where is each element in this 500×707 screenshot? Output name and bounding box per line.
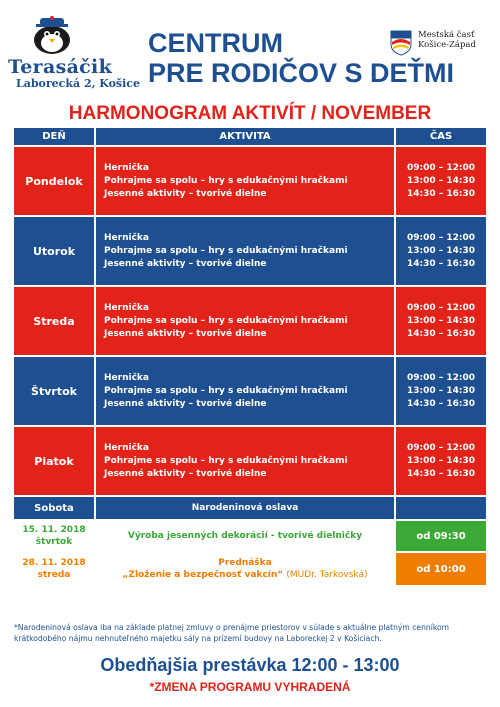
column-header-activity: AKTIVITA [96, 128, 394, 145]
time-cell [396, 497, 486, 519]
district-logo [388, 30, 498, 60]
footnote: *Narodeninová oslava iba na základe platnej zmluvy o prenájme priestorov v súlade s aktuálne platným cenníkom krátkodobého nájmu nehnuteľného majetku sály na prízemí budovy na Laboreckej 2 v Košiciach. [14, 623, 449, 643]
page-title-line2: PRE RODIČOV S DEŤMI [148, 58, 455, 88]
activity-cell: Hernička Pohrajme sa spolu – hry s edukačnými hračkami Jesenné aktivity – tvorivé dielne [104, 442, 348, 479]
table-row [14, 217, 486, 285]
event-date-cell: 15. 11. 2018 štvrtok [14, 521, 94, 551]
schedule-subtitle: HARMONOGRAM AKTIVÍT / NOVEMBER [68, 103, 432, 124]
activity-cell: Hernička Pohrajme sa spolu – hry s edukačnými hračkami Jesenné aktivity – tvorivé dielne [104, 372, 348, 409]
event-time-cell: od 10:00 [396, 553, 486, 585]
penguin-icon [22, 14, 82, 54]
table-row-saturday [14, 497, 486, 519]
table-row [14, 357, 486, 425]
day-cell: Streda [33, 314, 75, 328]
logo-address: Laborecká 2, Košice [16, 77, 140, 90]
table-row-event [14, 553, 486, 585]
day-cell: Štvrtok [31, 384, 77, 398]
program-change-note: *ZMENA PROGRAMU VYHRADENÁ [149, 680, 351, 694]
table-row-event [14, 521, 486, 551]
table-row [14, 287, 486, 355]
terasacik-logo [8, 22, 140, 104]
activity-cell: Narodeninová oslava [191, 503, 299, 513]
table-row [14, 427, 486, 495]
day-cell: Sobota [34, 502, 74, 514]
activity-cell: Hernička Pohrajme sa spolu – hry s edukačnými hračkami Jesenné aktivity – tvorivé dielne [104, 302, 348, 339]
event-date-cell: 28. 11. 2018 streda [14, 553, 94, 585]
day-cell: Utorok [32, 244, 76, 258]
event-activity-cell: Prednáška „Zloženie a bezpečnosť vakcín“ (MUDr. Tarkovská) [96, 553, 394, 585]
district-name: Mestská časť Košice-Západ [418, 30, 476, 50]
time-cell: 09:00 – 12:00 13:00 – 14:30 14:30 – 16:30 [406, 232, 476, 269]
time-cell: 09:00 – 12:00 13:00 – 14:30 14:30 – 16:30 [406, 442, 476, 479]
table-row [14, 147, 486, 215]
coat-of-arms-icon [390, 30, 412, 56]
header [0, 0, 500, 92]
table-header-row [14, 128, 486, 145]
activity-cell: Hernička Pohrajme sa spolu – hry s edukačnými hračkami Jesenné aktivity – tvorivé dielne [104, 232, 348, 269]
time-cell: 09:00 – 12:00 13:00 – 14:30 14:30 – 16:30 [406, 162, 476, 199]
schedule-table [12, 126, 488, 587]
column-header-day: DEŇ [14, 128, 94, 145]
activity-cell: Hernička Pohrajme sa spolu – hry s edukačnými hračkami Jesenné aktivity – tvorivé dielne [104, 162, 348, 199]
time-cell: 09:00 – 12:00 13:00 – 14:30 14:30 – 16:30 [406, 302, 476, 339]
column-header-time: ČAS [396, 128, 486, 145]
day-cell: Pondelok [25, 174, 83, 188]
event-time-cell: od 09:30 [396, 521, 486, 551]
day-cell: Piatok [34, 454, 74, 468]
logo-brand: Terasáčik [8, 56, 113, 78]
time-cell: 09:00 – 12:00 13:00 – 14:30 14:30 – 16:30 [406, 372, 476, 409]
page-title-line1: CENTRUM [148, 28, 283, 58]
event-activity-cell: Výroba jesenných dekorácií - tvorivé dielničky [96, 521, 394, 551]
lunch-break: Obedňajšia prestávka 12:00 - 13:00 [100, 655, 400, 675]
